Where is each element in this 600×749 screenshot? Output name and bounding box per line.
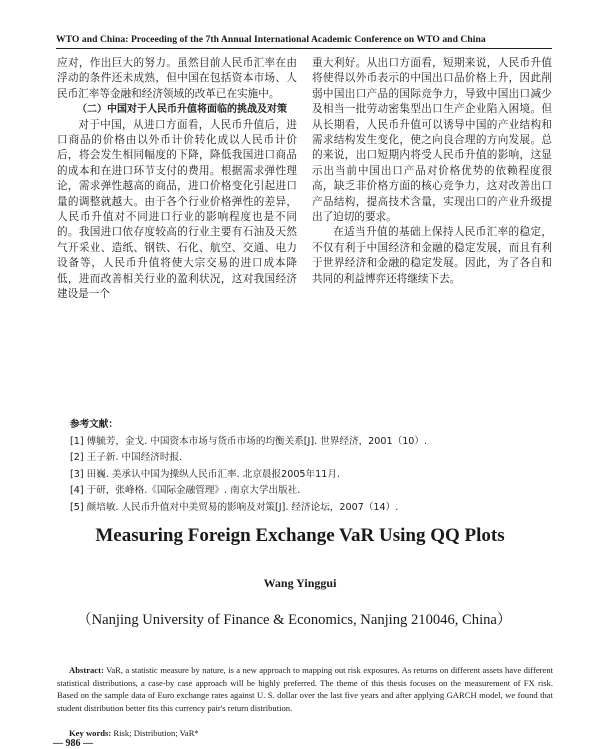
- author-affiliation: （Nanjing University of Finance & Economics, Nanjing 210046, China）: [77, 612, 512, 628]
- running-header: WTO and China: Proceeding of the 7th Annual International Academic Conference on WTO and China: [56, 34, 486, 45]
- paper-title: Measuring Foreign Exchange VaR Using QQ Plots: [95, 525, 505, 546]
- reference-item: [3] 田巍. 美承认中国为操纵人民币汇率. 北京晨报2005年11月.: [70, 468, 340, 480]
- right-paragraph-2: 在适当升值的基础上保持人民币汇率的稳定，不仅有利于中国经济和金融的稳定发展，而且有利于世界经济和金融的稳定发展。因此，为了各自和共同的利益博弈还将继续下去。: [312, 226, 552, 285]
- reference-item: [1] 傅毓芳，金戈. 中国资本市场与货币市场的均衡关系[J]. 世界经济，2001（10）.: [70, 435, 428, 447]
- reference-item: [5] 颜培敏. 人民币升值对中美贸易的影响及对策[J]. 经济论坛，2007（14）.: [70, 501, 399, 513]
- page-number: — 986 —: [53, 738, 93, 749]
- right-paragraph-1: 重大利好。从出口方面看，短期来说，人民币升值将使得以外币表示的中国出口品价格上升，因此削弱中国出口产品的国际竞争力，导致中国出口减少及相当一批劳动密集型出口生产企业陷入困境。但从长期看，人民币升值可以诱导中国的产业结构和需求结构发生变化，使之向良合理的方向发展。总的来说，出口短期内将受人民币升值的影响，这显示出当前中国出口产品对价格优势的依赖程度很高，缺乏非价格方面的核心竞争力，这对改善出口产品结构，提高技术含量，实现出口的产业升级提出了迫切的要求。: [312, 57, 552, 224]
- abstract-text: VaR, a statistic measure by nature, is a new approach to mapping out risk exposures. As returns on different assets have different statistical distributions, a case-by case approach will be highly preferred. The theme of this thesis focuses on the measurement of FX risk. Based on the sample data of Euro exchange rates against U. S. dollar over the last five years and after applying GARCH model, we found that student distribution better fits this currency pair's return distribution.: [57, 665, 554, 713]
- keywords: [69, 728, 549, 738]
- right-column: [312, 56, 552, 287]
- section-subheading: （二）中国对于人民币升值将面临的挑战及对策: [77, 104, 287, 116]
- keywords-text: Risk; Distribution; VaR*: [113, 728, 199, 738]
- header-rule: [56, 48, 552, 49]
- left-paragraph-2: 对于中国，从进口方面看，人民币升值后，进口商品的价格由以外币计价转化成以人民币计价后，将会发生相同幅度的下降，降低我国进口商品的成本和在进口环节支付的费用。根据需求弹性理论，需求弹性越高的商品，进口价格变化引起进口量的调整就越大。由于各个行业价格弹性的差异，人民币升值对不同进口行业的影响程度也是不同的。我国进口依存度较高的行业主要有石油及天然气开采业、造纸、钢铁、石化、航空、交通、电力设备等，人民币升值将使大宗交易的进口成本降低，进而改善相关行业的盈利状况，这对我国经济建设是一个: [57, 118, 297, 301]
- reference-item: [4] 于研，张峰格.《国际金融管理》. 南京大学出版社.: [70, 485, 301, 496]
- left-paragraph-1: 应对，作出巨大的努力。虽然目前人民币汇率在由浮动的条件还未成熟，但中国在包括资本市场、人民币汇率等金融和经济领域的改革已在实施中。: [57, 57, 297, 100]
- author-name: Wang Yinggui: [263, 576, 337, 590]
- references: [70, 417, 540, 516]
- keywords-label: Key words:: [69, 728, 112, 738]
- references-title: 参考文献：: [70, 419, 118, 430]
- abstract: [57, 664, 553, 714]
- left-column: [57, 56, 297, 303]
- abstract-label: Abstract:: [69, 665, 104, 675]
- reference-item: [2] 王子新. 中国经济时报.: [70, 452, 183, 463]
